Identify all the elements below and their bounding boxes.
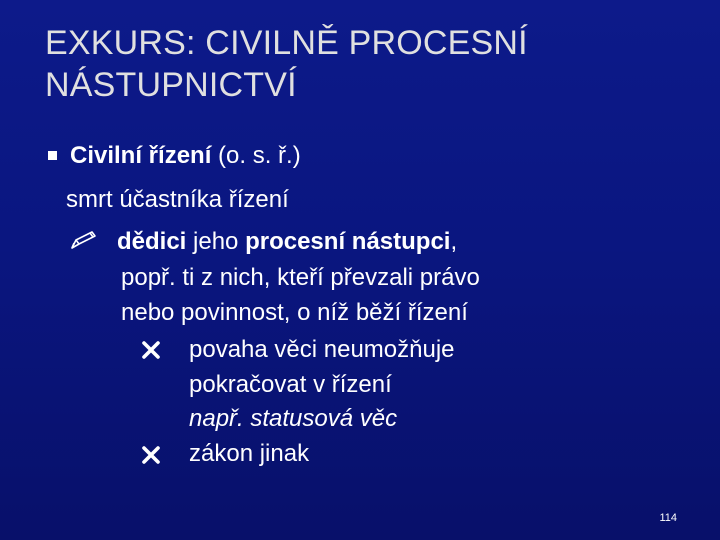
pencil-icon [70, 229, 98, 251]
heirs-his: jeho [186, 228, 246, 255]
page-number: 114 [659, 512, 677, 524]
obligation-line: nebo povinnost, o níž běží řízení [121, 299, 468, 326]
title-line-1: EXKURS: CIVILNĚ PROCESNÍ [45, 24, 528, 62]
cross-icon [141, 445, 161, 465]
civil-proceedings-abbrev: (o. s. ř.) [211, 142, 301, 169]
status-case-example: např. statusová věc [189, 405, 398, 432]
civil-proceedings-label: Civilní řízení [70, 142, 212, 169]
alternatively-line: popř. ti z nich, kteří převzali právo [121, 264, 480, 291]
square-bullet-icon [48, 151, 57, 160]
party-death-line: smrt účastníka řízení [66, 186, 289, 213]
nature-of-case-line: povaha věci neumožňuje [189, 336, 455, 363]
title-line-2: NÁSTUPNICTVÍ [45, 66, 297, 104]
continue-proceedings-line: pokračovat v řízení [189, 371, 392, 398]
slide-title [45, 22, 685, 106]
heirs-comma: , [450, 228, 458, 255]
heirs-line [117, 224, 457, 260]
cross-icon [141, 340, 161, 360]
bullet-civil-proceedings [70, 138, 301, 174]
law-otherwise-line: zákon jinak [189, 440, 310, 467]
procedural-successors-label: procesní nástupci [245, 228, 451, 255]
heirs-label: dědici [117, 228, 187, 255]
